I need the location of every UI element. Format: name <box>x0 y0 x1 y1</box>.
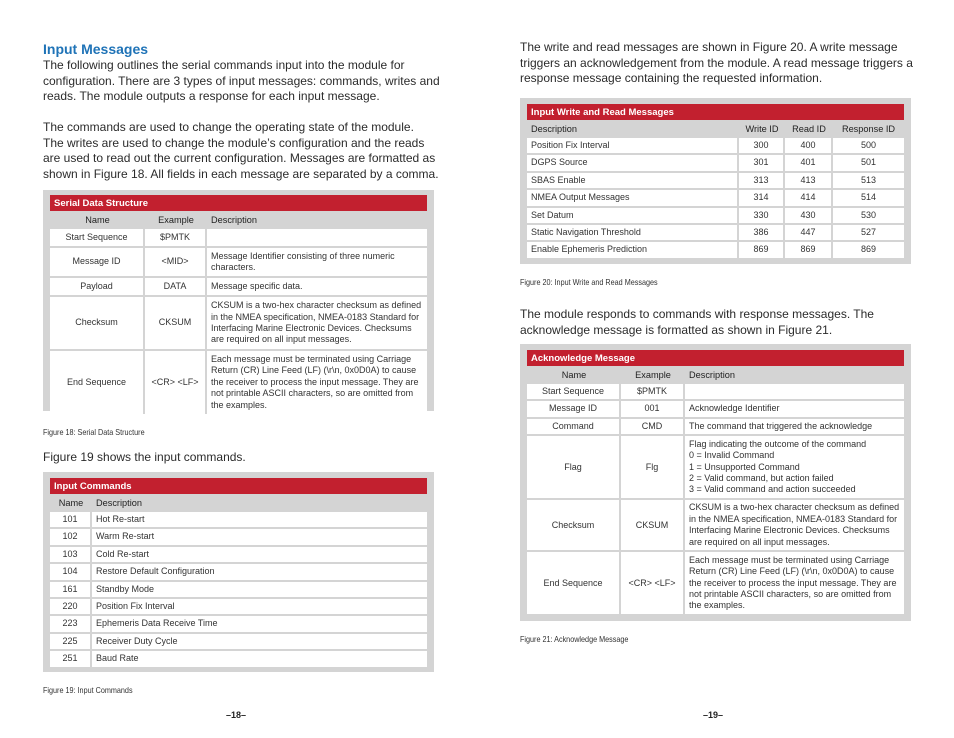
table-row <box>527 155 904 170</box>
acknowledge-table-title: Acknowledge Message <box>527 350 904 366</box>
figure-caption: Figure 19: Input Commands <box>43 685 133 695</box>
table-cell: 447 <box>785 225 833 240</box>
column-header: Read ID <box>792 124 826 134</box>
intro-paragraph <box>43 58 443 105</box>
table-cell: 104 <box>50 564 92 579</box>
table-row <box>50 634 427 649</box>
commands-paragraph <box>43 120 443 182</box>
table-header-row <box>527 122 904 136</box>
table-cell: 401 <box>785 155 833 170</box>
table-cell: Message ID <box>50 248 145 276</box>
column-header: Example <box>158 215 194 225</box>
table-cell: Each message must be terminated using Carriage Return (CR) Line Feed (LF) (\r\n, 0x0D0A) to cause the receiver to process the input message. They are not printable ASCII characters, so are omitted from the examples. <box>685 552 904 614</box>
table-row <box>50 229 427 246</box>
table-cell: Receiver Duty Cycle <box>92 634 427 649</box>
table-cell: Warm Re-start <box>92 529 427 544</box>
table-cell: 330 <box>739 208 785 223</box>
table-row <box>527 500 904 550</box>
table-cell: CKSUM is a two-hex character checksum as defined in the NMEA specification, NMEA-0183 Standard for Interfacing Marine Electronic Devices. Checksums are required on all input messages. <box>685 500 904 550</box>
table-cell: Command <box>527 419 621 434</box>
table-cell: 223 <box>50 616 92 631</box>
section-heading: Input Messages <box>43 41 149 57</box>
table-cell: Checksum <box>50 297 145 349</box>
table-cell: CKSUM <box>621 500 685 550</box>
table-cell: <CR> <LF> <box>621 552 685 614</box>
table-cell: Flg <box>621 436 685 498</box>
page-number: –19– <box>703 710 724 720</box>
table-cell: 513 <box>833 173 904 188</box>
intro-line: configuration. There are 3 types of input messages: commands, writes and <box>43 73 440 88</box>
table-header-row <box>50 213 427 227</box>
table-cell: DATA <box>145 278 207 295</box>
table-header-row <box>527 368 904 382</box>
table-cell: Restore Default Configuration <box>92 564 427 579</box>
table-cell: Enable Ephemeris Prediction <box>527 242 739 257</box>
table-row <box>50 529 427 544</box>
column-header: Name <box>561 370 587 380</box>
paragraph-line: The module responds to commands with response messages. The <box>520 307 874 321</box>
table-cell: CKSUM <box>145 297 207 349</box>
table-cell: 300 <box>739 138 785 153</box>
figure-caption: Figure 18: Serial Data Structure <box>43 427 145 437</box>
table-cell: Cold Re-start <box>92 547 427 562</box>
table-cell: <CR> <LF> <box>145 351 207 414</box>
table-cell: $PMTK <box>621 384 685 399</box>
table-cell: 501 <box>833 155 904 170</box>
table-cell: $PMTK <box>145 229 207 246</box>
column-header: Description <box>531 124 577 134</box>
table-cell: Start Sequence <box>527 384 621 399</box>
serial-data-table-title: Serial Data Structure <box>50 195 427 211</box>
table-row <box>50 564 427 579</box>
table-row <box>50 582 427 597</box>
table-cell <box>685 384 904 399</box>
table-row <box>527 384 904 399</box>
table-cell: 869 <box>833 242 904 257</box>
table-cell: 869 <box>739 242 785 257</box>
table-cell: 530 <box>833 208 904 223</box>
input-commands-table <box>50 494 427 669</box>
table-cell: 500 <box>833 138 904 153</box>
table-cell: 527 <box>833 225 904 240</box>
table-cell: NMEA Output Messages <box>527 190 739 205</box>
paragraph-line: The write and read messages are shown in Figure 20. A write message <box>520 40 898 54</box>
paragraph-line: triggers an acknowledgement from the module. A read message triggers a <box>520 55 913 70</box>
table-row <box>50 651 427 666</box>
acknowledge-paragraph <box>520 307 920 338</box>
commands-line: The writes are used to change the module’s configuration and the reads <box>43 135 425 150</box>
table-cell: 514 <box>833 190 904 205</box>
table-cell: Static Navigation Threshold <box>527 225 739 240</box>
table-row <box>527 190 904 205</box>
table-cell: CMD <box>621 419 685 434</box>
intro-line: reads. The module outputs a response for each input message. <box>43 89 380 104</box>
table-row <box>527 242 904 257</box>
table-cell: Start Sequence <box>50 229 145 246</box>
table-row <box>50 512 427 527</box>
table-cell: CKSUM is a two-hex character checksum as defined in the NMEA specification, NMEA-0183 Standard for Interfacing Marine Electronic Devices. Checksums are required on all input messages. <box>207 297 427 349</box>
table-cell: Payload <box>50 278 145 295</box>
write-read-table <box>527 120 904 260</box>
table-cell: <MID> <box>145 248 207 276</box>
table-row <box>527 138 904 153</box>
commands-line: The commands are used to change the operating state of the module. <box>43 120 414 134</box>
table-row <box>50 248 427 276</box>
intro-line: The following outlines the serial commands input into the module for <box>43 58 405 72</box>
table-cell: 220 <box>50 599 92 614</box>
table-row <box>527 208 904 223</box>
table-header-row <box>50 496 427 510</box>
table-cell: 313 <box>739 173 785 188</box>
table-cell: Position Fix Interval <box>527 138 739 153</box>
table-cell: 103 <box>50 547 92 562</box>
table-cell: Set Datum <box>527 208 739 223</box>
column-header: Response ID <box>841 124 896 134</box>
paragraph-line: response message containing the requested information. <box>520 71 823 86</box>
column-header: Description <box>96 498 142 508</box>
table-row <box>527 173 904 188</box>
table-cell: 386 <box>739 225 785 240</box>
table-cell: Position Fix Interval <box>92 599 427 614</box>
table-cell: Ephemeris Data Receive Time <box>92 616 427 631</box>
table-cell: 101 <box>50 512 92 527</box>
serial-data-table <box>50 211 427 416</box>
column-header: Description <box>689 370 735 380</box>
table-row <box>50 547 427 562</box>
table-cell: Baud Rate <box>92 651 427 666</box>
table-cell: 301 <box>739 155 785 170</box>
table-cell <box>207 229 427 246</box>
table-cell: 225 <box>50 634 92 649</box>
column-header: Description <box>211 215 257 225</box>
table-cell: 413 <box>785 173 833 188</box>
table-cell: 161 <box>50 582 92 597</box>
figure19-intro: Figure 19 shows the input commands. <box>43 450 246 464</box>
table-row <box>50 599 427 614</box>
table-row <box>50 297 427 349</box>
column-header: Write ID <box>745 124 779 134</box>
figure-caption: Figure 21: Acknowledge Message <box>520 634 629 644</box>
table-row <box>50 616 427 631</box>
figure-caption: Figure 20: Input Write and Read Messages <box>520 277 658 287</box>
write-read-table-title: Input Write and Read Messages <box>527 104 904 120</box>
column-header: Name <box>58 498 84 508</box>
table-row <box>527 225 904 240</box>
table-cell: Hot Re-start <box>92 512 427 527</box>
commands-line: shown in Figure 18. All fields in each message are separated by a comma. <box>43 166 439 181</box>
write-read-paragraph <box>520 40 920 87</box>
table-cell: The command that triggered the acknowledge <box>685 419 904 434</box>
table-row <box>50 351 427 414</box>
table-cell: Standby Mode <box>92 582 427 597</box>
table-cell: End Sequence <box>527 552 621 614</box>
table-cell: 400 <box>785 138 833 153</box>
table-cell: Acknowledge Identifier <box>685 401 904 416</box>
table-cell: Message ID <box>527 401 621 416</box>
table-cell: Flag <box>527 436 621 498</box>
table-row <box>527 401 904 416</box>
table-cell: Each message must be terminated using Carriage Return (CR) Line Feed (LF) (\r\n, 0x0D0A) to cause the receiver to process the input message. They are not printable ASCII characters, so are omitted from the examples. <box>207 351 427 414</box>
table-cell: Flag indicating the outcome of the command 0 = Invalid Command 1 = Unsupported Command 2 = Valid command, but action failed 3 = Valid command and action succeeded <box>685 436 904 498</box>
page-number: –18– <box>226 710 247 720</box>
paragraph-line: acknowledge message is formatted as shown in Figure 21. <box>520 322 833 337</box>
acknowledge-table <box>527 366 904 616</box>
table-cell: 251 <box>50 651 92 666</box>
table-row <box>527 552 904 614</box>
table-cell: 001 <box>621 401 685 416</box>
table-cell: Checksum <box>527 500 621 550</box>
table-cell: 414 <box>785 190 833 205</box>
table-row <box>527 419 904 434</box>
table-cell: 102 <box>50 529 92 544</box>
table-cell: 314 <box>739 190 785 205</box>
table-cell: Message specific data. <box>207 278 427 295</box>
input-commands-table-title: Input Commands <box>50 478 427 494</box>
column-header: Name <box>85 215 110 225</box>
table-row <box>527 436 904 498</box>
table-cell: 430 <box>785 208 833 223</box>
commands-line: are used to read out the current configuration. Messages are formatted as <box>43 151 436 166</box>
table-cell: Message Identifier consisting of three numeric characters. <box>207 248 427 276</box>
table-cell: DGPS Source <box>527 155 739 170</box>
table-row <box>50 278 427 295</box>
table-cell: 869 <box>785 242 833 257</box>
table-cell: End Sequence <box>50 351 145 414</box>
column-header: Example <box>635 370 671 380</box>
table-cell: SBAS Enable <box>527 173 739 188</box>
